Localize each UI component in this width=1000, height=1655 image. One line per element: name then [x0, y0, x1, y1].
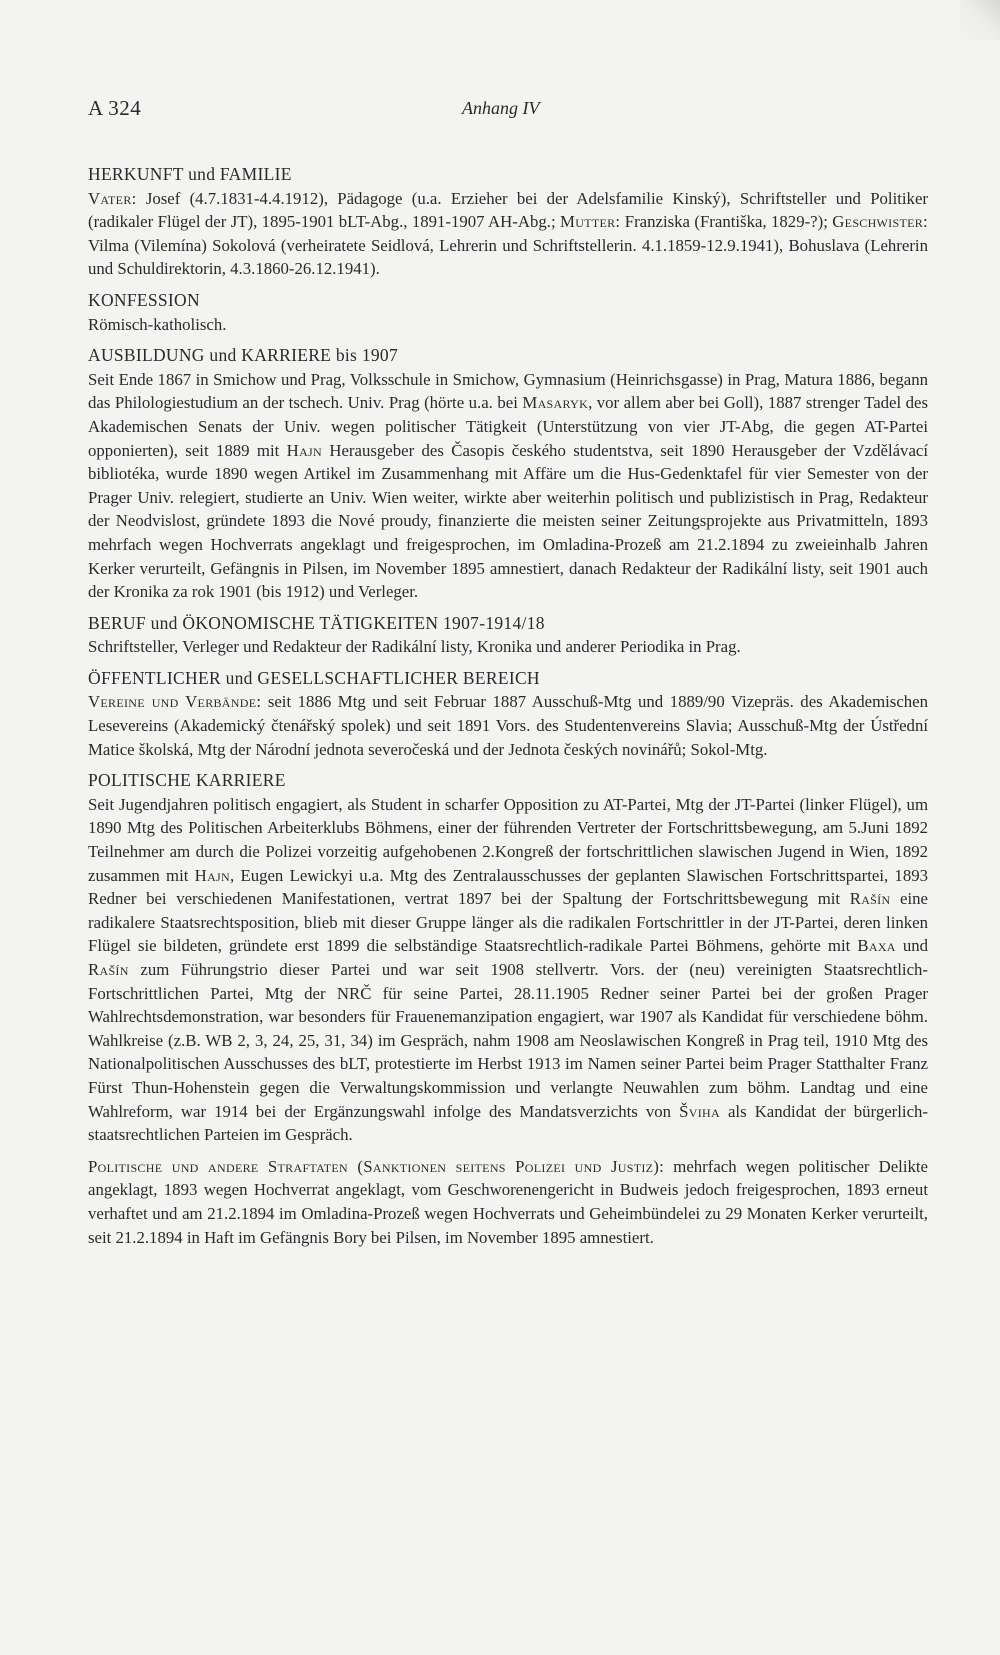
section-heading-beruf: BERUF und ÖKONOMISCHE TÄTIGKEITEN 1907-1914/18	[88, 612, 545, 633]
ausbildung-text-1: Seit Ende 1867 in Smichow und Prag, Volksschule in Smichow, Gymnasium (Heinrichsgasse) in Prag, Matura 1886, begann das Philologiestudium an der tschech. Univ. Prag (hörte u.a. bei	[88, 369, 928, 413]
text-geschwister: Vilma (Vilemína) Sokolová (verheiratete Seidlová, Lehrerin und Schriftstellerin. 4.1.1859-12.9.1941), Bohuslava (Lehrerin und Schuldirektorin, 4.3.1860-26.12.1941).	[88, 235, 928, 279]
label-vereine: Vereine und Verbände:	[88, 692, 262, 712]
label-straftaten: Politische und andere Straftaten (Sanktionen seitens Polizei und Justiz):	[88, 1156, 665, 1176]
section-heading-konfession: KONFESSION	[88, 289, 200, 310]
text-vereine: seit 1886 Mtg und seit Februar 1887 Ausschuß-Mtg und 1889/90 Vizepräs. des Akademischen Lesevereins (Akademický čtenářský spolek) und seit 1891 Vors. des Studentenvereins Slavia; Ausschuß-Mtg der Ústřední Matice školská, Mtg der Národní jednota severočeská und der Jednota českých novinářů; Sokol-Mtg.	[88, 692, 929, 759]
text-vater: Josef (4.7.1831-4.4.1912), Pädagoge (u.a. Erzieher bei der Adelsfamilie Kinský), Schriftsteller und Politiker (radikaler Flügel der JT), 1895-1901 bLT-Abg., 1891-1907 AH-Abg.;	[88, 188, 928, 232]
section-oeffentlich	[88, 667, 928, 761]
section-politik	[88, 769, 928, 1147]
person-name-masaryk: Masaryk	[522, 393, 589, 413]
label-mutter: Mutter:	[560, 212, 621, 232]
section-ausbildung	[88, 344, 928, 604]
person-name-sviha: Šviha	[679, 1101, 720, 1121]
section-konfession	[88, 289, 928, 336]
text-straftaten: mehrfach wegen politischer Delikte angeklagt, 1893 wegen Hochverrat angeklagt, vom Geschworenengericht in Budweis jedoch freigesprochen, 1893 erneut verhaftet und am 21.2.1894 im Omladina-Prozeß wegen Hochverrats und Geheimbündelei zu 29 Monaten Kerker verurteilt, seit 21.2.1894 in Haft im Gefängnis Bory bei Pilsen, im November 1895 amnestiert.	[88, 1156, 928, 1247]
section-heading-ausbildung: AUSBILDUNG und KARRIERE bis 1907	[88, 345, 399, 366]
section-heading-herkunft: HERKUNFT und FAMILIE	[88, 164, 292, 184]
politik-text-4: und	[895, 936, 928, 956]
politik-text-6: als Kandidat der bürgerlich-staatsrechtlichen Parteien im Gespräch.	[88, 1101, 928, 1145]
herkunft-paragraph	[88, 187, 928, 281]
konfession-paragraph: Römisch-katholisch.	[88, 314, 227, 334]
page-corner-shadow	[960, 0, 1000, 40]
person-name-rasin: Rašín	[849, 889, 891, 909]
ausbildung-text-3: Herausgeber des Časopis českého studentstva, seit 1890 Herausgeber der Vzdělávací bibliotéka, wurde 1890 wegen Artikel im Zusammenhang mit Affäre um die Hus-Gedenktafel für vier Semester von der Prager Univ. relegiert, studierte an Univ. Wien weiter, wirkte aber weiterhin politisch und publizistisch in Prag, Redakteur der Neodvislost, gründete 1893 die Nové proudy, finanzierte die meisten seiner Zeitungsprojekte aus Privatmitteln, 1893 mehrfach wegen Hochverrats angeklagt und freigesprochen, im Omladina-Prozeß am 21.2.1894 zu zweieinhalb Jahren Kerker verurteilt, Gefängnis in Pilsen, im November 1895 amnestiert, danach Redakteur der Radikální listy, seit 1901 auch der Kronika za rok 1901 (bis 1912) und Verleger.	[88, 440, 928, 602]
straftaten-paragraph	[88, 1155, 928, 1249]
politik-text-5: zum Führungstrio dieser Partei und war seit 1908 stellvertr. Vors. der (neu) vereinigten Staatsrechtlich-Fortschrittlichen Partei, Mtg der NRČ für seine Partei, 28.11.1905 Redner seiner Partei bei der großen Prager Wahlrechtsdemonstration, war besonders für Frauenemanzipation engagiert, war 1907 als Kandidat für verschiedene böhm. Wahlkreise (z.B. WB 2, 3, 24, 25, 31, 34) im Gespräch, nahm 1908 am Neoslawischen Kongreß in Prag teil, 1910 Mtg des Nationalpolitischen Ausschusses des bLT, protestierte im Herbst 1913 im Namen seiner Partei beim Prager Statthalter Franz Fürst Thun-Hohenstein gegen die Verwaltungskommission und verlangte Neuwahlen zum böhm. Landtag und eine Wahlreform, war 1914 bei der Ergänzungswahl infolge des Mandatsverzichts von	[88, 960, 928, 1121]
page-body	[88, 163, 928, 1257]
beruf-paragraph: Schriftsteller, Verleger und Redakteur der Radikální listy, Kronika und anderer Periodika in Prag.	[88, 637, 741, 657]
ausbildung-paragraph	[88, 368, 928, 604]
label-geschwister: Geschwister:	[832, 212, 928, 232]
text-mutter: Franziska (Františka, 1829-?);	[620, 212, 833, 232]
page-number: A 324	[88, 96, 142, 120]
person-name-baxa: Baxa	[857, 936, 896, 956]
politik-text-2: , Eugen Lewickyi u.a. Mtg des Zentralausschusses der geplanten Slawischen Fortschrittspartei, 1893 Redner bei verschiedenen Manifestationen, vertrat 1897 bei der Spaltung der Fortschrittsbewegung mit	[88, 865, 928, 909]
person-name-hajn: Hajn	[286, 440, 322, 460]
politik-text-3: eine radikalere Staatsrechtsposition, blieb mit dieser Gruppe länger als die radikalen Fortschrittler in der JT-Partei, deren linken Flügel sie bildeten, gründete erst 1899 die selbständige Staatsrechtlich-radikale Partei Böhmens, gehörte mit	[88, 889, 928, 956]
section-beruf	[88, 612, 928, 659]
label-vater: Vater:	[88, 188, 137, 208]
politik-paragraph	[88, 793, 928, 1147]
section-straftaten	[88, 1155, 928, 1249]
section-heading-oeffentlich: ÖFFENTLICHER und GESELLSCHAFTLICHER BEREICH	[88, 667, 540, 688]
section-herkunft	[88, 163, 928, 281]
person-name-hajn-2: Hajn	[194, 865, 230, 885]
person-name-rasin-2: Rašín	[88, 960, 129, 979]
oeffentlich-paragraph	[88, 690, 928, 761]
page-header	[88, 96, 938, 126]
section-heading-politik: POLITISCHE KARRIERE	[88, 770, 286, 791]
running-head: Anhang IV	[462, 98, 540, 118]
politik-text-1: Seit Jugendjahren politisch engagiert, als Student in scharfer Opposition zu AT-Partei, Mtg der JT-Partei (linker Flügel), um 1890 Mtg des Politischen Arbeiterklubs Böhmens, einer der führenden Vertreter der Fortschrittsbewegung, am 5.Juni 1892 Teilnehmer am durch die Polizei vorzeitig aufgehobenen 2.Kongreß der fortschrittlichen slawischen Jugend in Wien, 1892 zusammen mit	[88, 794, 928, 885]
ausbildung-text-2: , vor allem aber bei Goll), 1887 strenger Tadel des Akademischen Senats der Univ. wegen politischer Tätigkeit (Unterstützung von vier JT-Abg, die gegen AT-Partei opponierten), seit 1889 mit	[88, 393, 929, 460]
